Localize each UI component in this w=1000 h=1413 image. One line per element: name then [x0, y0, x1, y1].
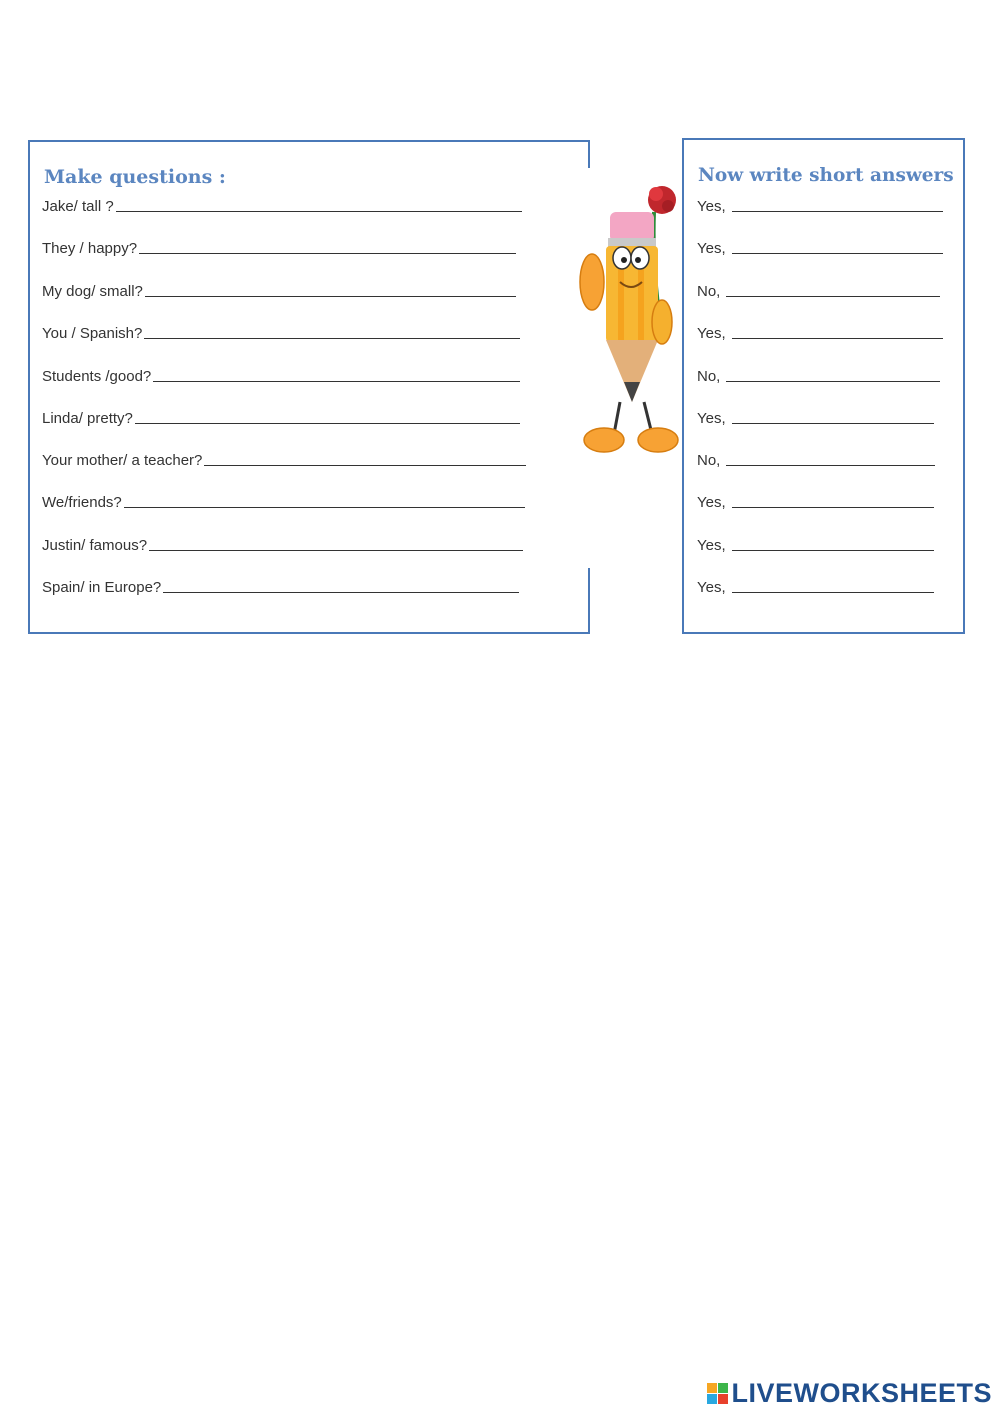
answer-prefix: Yes, [697, 198, 726, 215]
answer-prefix: Yes, [697, 325, 726, 342]
question-row [42, 198, 522, 215]
question-answer-field[interactable] [124, 506, 525, 508]
question-row [42, 452, 526, 469]
answer-row [697, 537, 934, 554]
question-row [42, 579, 519, 596]
answer-prefix: Yes, [697, 494, 726, 511]
answer-row [697, 452, 935, 469]
short-answers-title: Now write short answers [698, 165, 954, 186]
short-answer-field[interactable] [732, 210, 943, 212]
question-answer-field[interactable] [153, 380, 520, 382]
question-prompt: They / happy? [42, 240, 138, 257]
question-prompt: Linda/ pretty? [42, 410, 133, 427]
short-answer-field[interactable] [732, 252, 943, 254]
short-answer-field[interactable] [732, 422, 934, 424]
answer-row [697, 579, 934, 596]
short-answer-field[interactable] [726, 380, 940, 382]
answer-prefix: Yes, [697, 537, 726, 554]
answer-prefix: No, [697, 368, 721, 385]
question-prompt: We/friends? [42, 494, 122, 511]
question-row [42, 410, 520, 427]
short-answer-field[interactable] [726, 464, 935, 466]
logo-squares-icon [707, 1383, 728, 1404]
question-prompt: My dog/ small? [42, 283, 143, 300]
answer-row [697, 325, 943, 342]
question-answer-field[interactable] [145, 295, 516, 297]
question-prompt: Justin/ famous? [42, 537, 148, 554]
short-answer-field[interactable] [732, 591, 934, 593]
question-row [42, 368, 520, 385]
question-row [42, 537, 523, 554]
short-answer-field[interactable] [732, 506, 934, 508]
answer-prefix: No, [697, 452, 721, 469]
answer-prefix: No, [697, 283, 721, 300]
liveworksheets-logo [707, 1378, 992, 1409]
question-row [42, 494, 525, 511]
brand-name: LIVEWORKSHEETS [731, 1378, 992, 1408]
pencil-mascot-icon [574, 172, 684, 462]
answer-row [697, 198, 943, 215]
short-answer-field[interactable] [732, 337, 943, 339]
short-answer-field[interactable] [726, 295, 940, 297]
question-answer-field[interactable] [163, 591, 519, 593]
make-questions-title: Make questions : [44, 166, 226, 188]
question-answer-field[interactable] [149, 549, 523, 551]
answer-prefix: Yes, [697, 410, 726, 427]
answer-row [697, 494, 934, 511]
question-prompt: Your mother/ a teacher? [42, 452, 203, 469]
short-answer-field[interactable] [732, 549, 934, 551]
question-prompt: Students /good? [42, 368, 152, 385]
question-answer-field[interactable] [135, 422, 520, 424]
question-prompt: Spain/ in Europe? [42, 579, 162, 596]
question-prompt: Jake/ tall ? [42, 198, 114, 215]
answer-row [697, 283, 940, 300]
question-answer-field[interactable] [144, 337, 520, 339]
question-prompt: You / Spanish? [42, 325, 143, 342]
question-row [42, 325, 520, 342]
question-answer-field[interactable] [139, 252, 516, 254]
question-row [42, 240, 516, 257]
answer-prefix: Yes, [697, 579, 726, 596]
answer-row [697, 240, 943, 257]
question-answer-field[interactable] [116, 210, 522, 212]
question-answer-field[interactable] [204, 464, 526, 466]
answer-prefix: Yes, [697, 240, 726, 257]
question-row [42, 283, 516, 300]
answer-row [697, 368, 940, 385]
answer-row [697, 410, 934, 427]
